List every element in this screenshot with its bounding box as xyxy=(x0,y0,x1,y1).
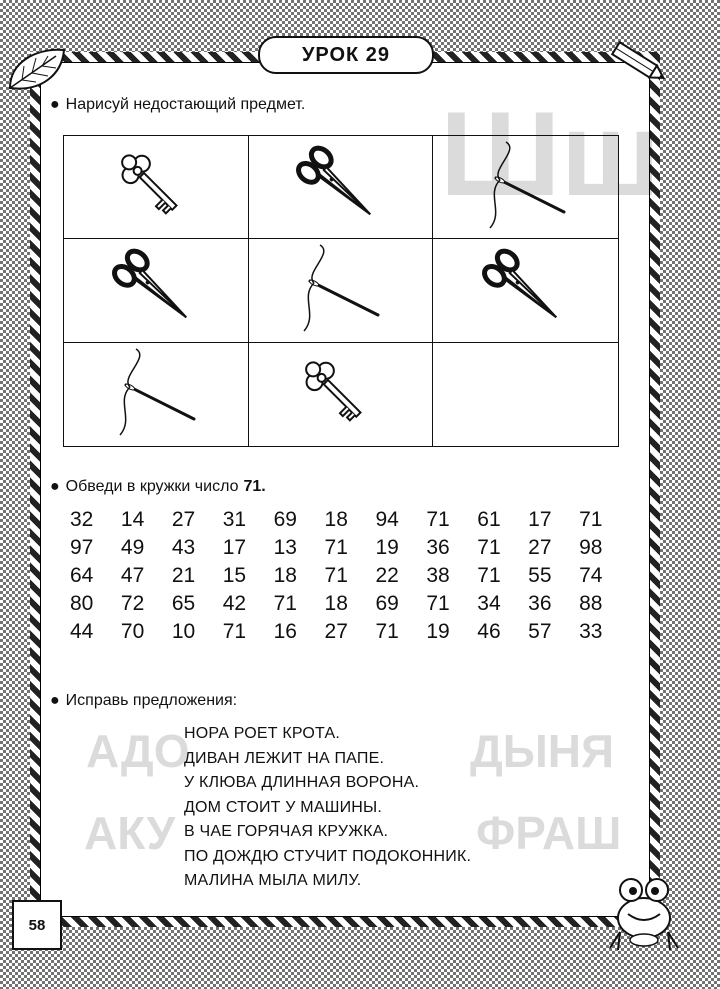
grid-cell xyxy=(64,343,249,446)
empty-grid-cell[interactable] xyxy=(433,343,618,446)
leaf-icon xyxy=(6,44,68,101)
number-item[interactable]: 69 xyxy=(375,592,399,615)
key-icon xyxy=(111,140,201,235)
number-item[interactable]: 47 xyxy=(120,564,145,587)
lesson-title: УРОК 29 xyxy=(258,36,434,74)
sentence-line: ПО ДОЖДЮ СТУЧИТ ПОДОКОННИК. xyxy=(184,847,472,865)
bullet-icon: ● xyxy=(50,96,60,113)
task1-heading xyxy=(50,96,305,114)
number-item[interactable]: 38 xyxy=(426,564,450,587)
number-item[interactable]: 15 xyxy=(222,564,247,587)
scissors-icon xyxy=(290,140,390,235)
number-item[interactable]: 55 xyxy=(528,564,552,587)
number-item[interactable]: 17 xyxy=(222,536,247,559)
bullet-icon: ● xyxy=(50,692,60,709)
number-item[interactable]: 18 xyxy=(324,592,348,615)
number-item[interactable]: 46 xyxy=(477,620,501,643)
bullet-icon: ● xyxy=(50,478,60,495)
number-item[interactable]: 64 xyxy=(70,564,94,587)
number-item[interactable]: 94 xyxy=(375,508,399,531)
number-item[interactable]: 27 xyxy=(171,508,196,531)
grid-cell xyxy=(64,239,249,342)
page-number: 58 xyxy=(12,900,62,950)
needle-thread-icon xyxy=(106,347,206,442)
number-item[interactable]: 42 xyxy=(222,592,247,615)
number-item[interactable]: 88 xyxy=(579,592,603,615)
number-item[interactable]: 71 xyxy=(426,508,450,531)
number-item[interactable]: 43 xyxy=(171,536,196,559)
number-item[interactable]: 36 xyxy=(426,536,450,559)
sentence-line: В ЧАЕ ГОРЯЧАЯ КРУЖКА. xyxy=(184,823,389,840)
number-item[interactable]: 61 xyxy=(477,508,501,531)
number-item[interactable]: 57 xyxy=(528,620,552,643)
number-item[interactable]: 80 xyxy=(70,592,94,615)
number-item[interactable]: 74 xyxy=(579,564,603,587)
number-item[interactable]: 33 xyxy=(579,620,603,643)
number-item[interactable]: 22 xyxy=(375,564,399,587)
grid-cell xyxy=(64,136,249,239)
sentence-line: У КЛЮВА ДЛИННАЯ ВОРОНА. xyxy=(184,774,420,791)
sentence-line: НОРА РОЕТ КРОТА. xyxy=(184,725,341,742)
number-item[interactable]: 71 xyxy=(375,620,399,643)
number-item[interactable]: 31 xyxy=(222,508,247,531)
task3-instruction: Исправь предложения: xyxy=(65,692,238,709)
pencil-icon xyxy=(606,40,670,89)
grid-cell xyxy=(433,239,618,342)
number-item[interactable]: 71 xyxy=(579,508,603,531)
number-item[interactable]: 71 xyxy=(477,536,501,559)
number-item[interactable]: 97 xyxy=(70,536,94,559)
number-item[interactable]: 36 xyxy=(528,592,552,615)
number-item[interactable]: 69 xyxy=(273,508,297,531)
number-item[interactable]: 44 xyxy=(70,620,94,643)
task2-instruction: Обведи в кружки число xyxy=(65,478,239,495)
needle-thread-icon xyxy=(290,243,390,338)
grid-cell xyxy=(249,343,434,446)
number-item[interactable]: 19 xyxy=(426,620,450,643)
sentence-list xyxy=(184,722,471,894)
number-item[interactable]: 98 xyxy=(579,536,603,559)
needle-thread-icon xyxy=(476,140,576,235)
number-item[interactable]: 14 xyxy=(120,508,145,531)
grid-cell xyxy=(433,136,618,239)
frog-icon xyxy=(604,866,684,961)
number-item[interactable]: 70 xyxy=(120,620,145,643)
number-item[interactable]: 71 xyxy=(477,564,501,587)
number-item[interactable]: 16 xyxy=(273,620,297,643)
number-item[interactable]: 18 xyxy=(273,564,297,587)
number-item[interactable]: 17 xyxy=(528,508,552,531)
sentence-line: МАЛИНА МЫЛА МИЛУ. xyxy=(184,872,362,889)
number-item[interactable]: 71 xyxy=(324,536,348,559)
number-item[interactable]: 18 xyxy=(324,508,348,531)
grid-cell xyxy=(249,239,434,342)
number-item[interactable]: 49 xyxy=(120,536,145,559)
number-item[interactable]: 21 xyxy=(171,564,196,587)
sentence-line: ДОМ СТОИТ У МАШИНЫ. xyxy=(184,798,383,816)
grid-cell xyxy=(249,136,434,239)
number-grid xyxy=(70,508,630,644)
number-item[interactable]: 71 xyxy=(426,592,450,615)
key-icon xyxy=(295,347,385,442)
scissors-icon xyxy=(106,243,206,338)
number-item[interactable]: 10 xyxy=(171,620,196,643)
scissors-icon xyxy=(476,243,576,338)
number-item[interactable]: 72 xyxy=(120,592,145,615)
sentence-line: ДИВАН ЛЕЖИТ НА ПАПЕ. xyxy=(184,749,385,767)
task2-heading xyxy=(50,478,266,496)
number-item[interactable]: 71 xyxy=(273,592,297,615)
task2-target-number: 71. xyxy=(243,478,266,495)
number-item[interactable]: 32 xyxy=(70,508,94,531)
picture-grid xyxy=(63,135,619,447)
number-item[interactable]: 65 xyxy=(171,592,196,615)
number-item[interactable]: 71 xyxy=(324,564,348,587)
task3-heading xyxy=(50,692,237,710)
task1-instruction: Нарисуй недостающий предмет. xyxy=(65,96,306,113)
number-item[interactable]: 34 xyxy=(477,592,501,615)
number-item[interactable]: 19 xyxy=(375,536,399,559)
number-item[interactable]: 13 xyxy=(273,536,297,559)
number-item[interactable]: 27 xyxy=(324,620,348,643)
number-item[interactable]: 27 xyxy=(528,536,552,559)
number-item[interactable]: 71 xyxy=(222,620,247,643)
